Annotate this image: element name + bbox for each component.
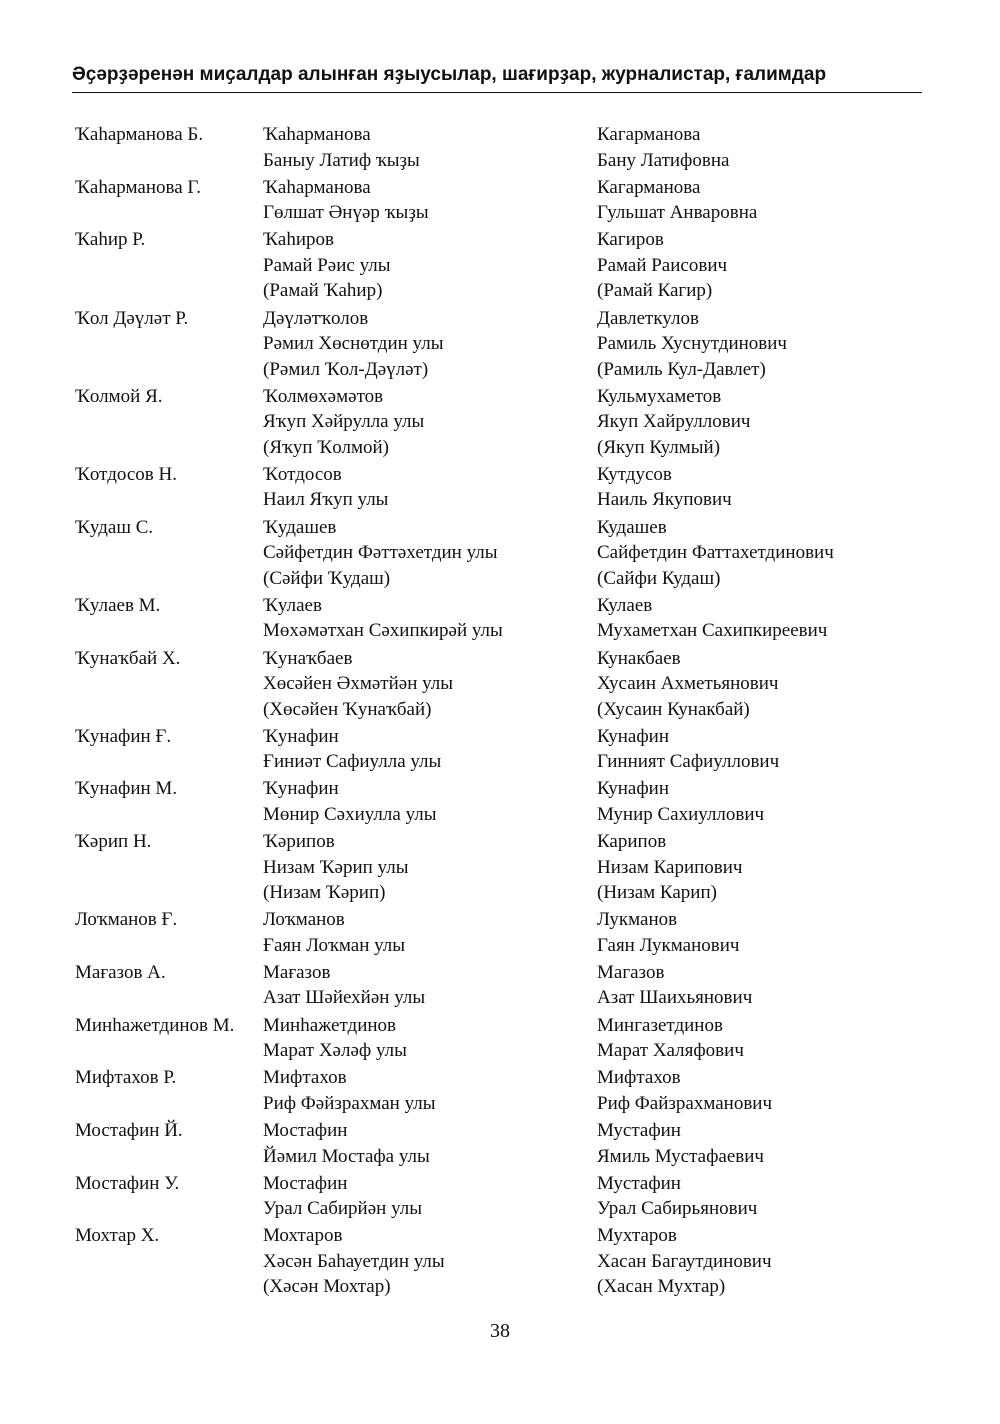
russian-name-line: Кунафин	[597, 778, 669, 800]
author-entry	[75, 1171, 925, 1222]
header-divider	[72, 92, 922, 93]
bashkir-name-line: (Низам Ҡәрип)	[263, 882, 386, 904]
russian-name-line: Ямиль Мустафаевич	[597, 1145, 764, 1167]
author-entry	[75, 1013, 925, 1064]
author-entry	[75, 907, 925, 958]
author-bashkir-full-name	[263, 646, 597, 723]
russian-name-line: (Рамиль Кул-Давлет)	[597, 358, 766, 380]
author-bashkir-full-name	[263, 960, 597, 1011]
bashkir-name-line: Ғаян Лоҡман улы	[263, 934, 406, 956]
author-entry	[75, 227, 925, 304]
russian-name-line: Наиль Якупович	[597, 489, 732, 511]
author-short-name: Ҡотдосов Н.	[75, 463, 177, 485]
russian-name-line: Бану Латифовна	[597, 149, 730, 171]
bashkir-name-line: (Рәмил Ҡол-Дәүләт)	[263, 358, 429, 380]
russian-name-line: Рамай Раисович	[597, 254, 728, 276]
author-short-name: Ҡудаш С.	[75, 516, 154, 538]
page-number: 38	[490, 1320, 510, 1342]
bashkir-name-line: Ҡунаҡбаев	[263, 647, 353, 669]
author-short-name: Ҡаһир Р.	[75, 229, 146, 251]
author-short-name: Ҡунаҡбай Х.	[75, 647, 181, 669]
russian-name-line: Мифтахов	[597, 1067, 681, 1089]
bashkir-name-line: Рамай Рәис улы	[263, 254, 391, 276]
russian-name-line: Лукманов	[597, 909, 678, 931]
russian-name-line: Хусаин Ахметьянович	[597, 673, 779, 694]
bashkir-name-line: Дәүләтҡолов	[263, 307, 369, 329]
author-entry	[75, 515, 925, 592]
bashkir-name-line: Мостафин	[263, 1120, 348, 1141]
author-short-name: Ҡол Дәүләт Р.	[75, 307, 189, 329]
russian-name-line: Кагиров	[597, 229, 664, 251]
author-russian-full-name	[597, 462, 925, 513]
russian-name-line: Магазов	[597, 961, 665, 983]
russian-name-line: Гаян Лукманович	[597, 934, 740, 956]
author-russian-full-name	[597, 1171, 925, 1222]
author-short-name: Лоҡманов Ғ.	[75, 909, 178, 931]
russian-name-line: (Рамай Кагир)	[597, 280, 713, 302]
russian-name-line: Хасан Багаутдинович	[597, 1250, 772, 1272]
russian-name-line: (Низам Карип)	[597, 882, 717, 904]
bashkir-name-line: Хөсәйен Әхмәтйән улы	[263, 673, 454, 694]
bashkir-name-line: Ҡунафин	[263, 725, 339, 747]
russian-name-line: Кагарманова	[597, 124, 701, 145]
russian-name-line: Кульмухаметов	[597, 385, 722, 407]
bashkir-name-line: Урал Сабирйән улы	[263, 1198, 422, 1220]
russian-name-line: (Хасан Мухтар)	[597, 1276, 726, 1298]
russian-name-line: Кагарманова	[597, 176, 701, 198]
bashkir-name-line: Низам Ҡәрип улы	[263, 856, 409, 878]
bashkir-name-line: Йәмил Мостафа улы	[263, 1145, 430, 1167]
bashkir-name-line: Мөнир Сәхиулла улы	[263, 803, 437, 825]
author-entry	[75, 1065, 925, 1116]
author-short-name: Мифтахов Р.	[75, 1067, 177, 1089]
author-entry	[75, 122, 925, 173]
russian-name-line: Кунафин	[597, 725, 669, 747]
bashkir-name-line: Наил Яҡуп улы	[263, 489, 389, 511]
russian-name-line: Давлеткулов	[597, 307, 699, 329]
bashkir-name-line: Мохтаров	[263, 1225, 343, 1247]
author-short-name: Ҡаһарманова Б.	[75, 124, 204, 145]
author-entry	[75, 776, 925, 827]
bashkir-name-line: Хәсән Баһауетдин улы	[263, 1250, 445, 1272]
bashkir-name-line: Минһажетдинов	[263, 1014, 396, 1036]
author-russian-full-name	[597, 515, 925, 592]
author-bashkir-full-name	[263, 1118, 597, 1169]
russian-name-line: Азат Шаихьянович	[597, 987, 753, 1009]
author-bashkir-full-name	[263, 462, 597, 513]
author-short-name: Мостафин У.	[75, 1172, 180, 1194]
author-russian-full-name	[597, 646, 925, 723]
author-russian-full-name	[597, 1223, 925, 1300]
author-russian-full-name	[597, 829, 925, 906]
russian-name-line: Риф Файзрахманович	[597, 1092, 773, 1114]
author-russian-full-name	[597, 593, 925, 644]
author-russian-full-name	[597, 960, 925, 1011]
author-entry	[75, 646, 925, 723]
author-short-name: Ҡәрип Н.	[75, 831, 152, 853]
bashkir-name-line: Лоҡманов	[263, 909, 345, 931]
author-bashkir-full-name	[263, 175, 597, 226]
author-entry	[75, 1118, 925, 1169]
russian-name-line: Гинният Сафиуллович	[597, 751, 780, 773]
author-short-name: Ҡунафин Ғ.	[75, 725, 172, 747]
russian-name-line: Кунакбаев	[597, 647, 681, 669]
bashkir-name-line: (Хәсән Мохтар)	[263, 1276, 391, 1298]
russian-name-line: Мингазетдинов	[597, 1014, 723, 1036]
russian-name-line: Мухтаров	[597, 1225, 677, 1247]
author-short-name: Мағазов А.	[75, 961, 166, 983]
author-bashkir-full-name	[263, 1171, 597, 1222]
bashkir-name-line: Сәйфетдин Фәттәхетдин улы	[263, 542, 498, 564]
author-bashkir-full-name	[263, 306, 597, 383]
author-russian-full-name	[597, 175, 925, 226]
author-russian-full-name	[597, 227, 925, 304]
author-bashkir-full-name	[263, 384, 597, 461]
bashkir-name-line: Мостафин	[263, 1172, 348, 1194]
russian-name-line: (Сайфи Кудаш)	[597, 567, 721, 589]
author-russian-full-name	[597, 1118, 925, 1169]
author-bashkir-full-name	[263, 724, 597, 775]
russian-name-line: Гульшат Анваровна	[597, 202, 758, 224]
author-entry	[75, 306, 925, 383]
russian-name-line: Кудашев	[597, 516, 667, 538]
russian-name-line: Кутдусов	[597, 463, 672, 485]
russian-name-line: Марат Халяфович	[597, 1040, 744, 1062]
author-russian-full-name	[597, 776, 925, 827]
author-entry	[75, 829, 925, 906]
author-bashkir-full-name	[263, 122, 597, 173]
bashkir-name-line: Мағазов	[263, 961, 331, 983]
bashkir-name-line: Мифтахов	[263, 1067, 347, 1089]
russian-name-line: Якуп Хайруллович	[597, 411, 751, 433]
author-short-name: Ҡолмой Я.	[75, 385, 163, 407]
author-entry	[75, 960, 925, 1011]
author-bashkir-full-name	[263, 227, 597, 304]
author-short-name: Мохтар Х.	[75, 1225, 160, 1247]
russian-name-line: Мустафин	[597, 1172, 681, 1194]
author-bashkir-full-name	[263, 593, 597, 644]
bashkir-name-line: Гөлшат Әнүәр ҡыҙы	[263, 202, 429, 224]
bashkir-name-line: Ҡолмөхәмәтов	[263, 385, 384, 407]
author-entry	[75, 724, 925, 775]
bashkir-name-line: (Сәйфи Ҡудаш)	[263, 567, 391, 589]
bashkir-name-line: Марат Хәләф улы	[263, 1040, 407, 1062]
author-russian-full-name	[597, 1013, 925, 1064]
russian-name-line: Мухаметхан Сахипкиреевич	[597, 620, 828, 642]
author-short-name: Ҡулаев М.	[75, 594, 161, 616]
author-entry	[75, 175, 925, 226]
author-entry	[75, 462, 925, 513]
author-bashkir-full-name	[263, 1065, 597, 1116]
russian-name-line: Сайфетдин Фаттахетдинович	[597, 542, 834, 564]
bashkir-name-line: (Рамай Ҡаһир)	[263, 280, 383, 302]
author-bashkir-full-name	[263, 1223, 597, 1300]
bashkir-name-line: Ҡунафин	[263, 778, 339, 800]
bashkir-name-line: Ҡәрипов	[263, 831, 335, 853]
bashkir-name-line: Яҡуп Хәйрулла улы	[263, 411, 425, 433]
russian-name-line: (Якуп Кулмый)	[597, 436, 721, 458]
author-short-name: Мостафин Й.	[75, 1120, 183, 1141]
bashkir-name-line: Ҡаһарманова	[263, 124, 371, 145]
bashkir-name-line: Рәмил Хөснөтдин улы	[263, 333, 444, 355]
bashkir-name-line: Риф Фәйзрахман улы	[263, 1092, 436, 1114]
author-list	[75, 122, 925, 1302]
russian-name-line: Мунир Сахиуллович	[597, 803, 765, 825]
author-bashkir-full-name	[263, 1013, 597, 1064]
bashkir-name-line: Азат Шәйехйән улы	[263, 987, 426, 1009]
bashkir-name-line: Ҡудашев	[263, 516, 337, 538]
russian-name-line: Низам Карипович	[597, 856, 743, 878]
author-bashkir-full-name	[263, 829, 597, 906]
bashkir-name-line: (Яҡуп Ҡолмой)	[263, 436, 389, 458]
author-short-name: Ҡунафин М.	[75, 778, 178, 800]
author-bashkir-full-name	[263, 515, 597, 592]
bashkir-name-line: (Хөсәйен Ҡунаҡбай)	[263, 698, 432, 720]
author-entry	[75, 1223, 925, 1300]
author-entry	[75, 593, 925, 644]
author-bashkir-full-name	[263, 776, 597, 827]
bashkir-name-line: Ҡотдосов	[263, 463, 342, 485]
author-short-name: Минһажетдинов М.	[75, 1014, 235, 1036]
bashkir-name-line: Мөхәмәтхан Сәхипкирәй улы	[263, 620, 503, 642]
author-short-name: Ҡаһарманова Г.	[75, 176, 201, 198]
author-bashkir-full-name	[263, 907, 597, 958]
russian-name-line: Мустафин	[597, 1120, 681, 1141]
bashkir-name-line: Ҡулаев	[263, 594, 322, 616]
bashkir-name-line: Ҡаһиров	[263, 229, 334, 251]
bashkir-name-line: Ғиниәт Сафиулла улы	[263, 751, 442, 773]
author-russian-full-name	[597, 1065, 925, 1116]
author-russian-full-name	[597, 384, 925, 461]
author-russian-full-name	[597, 122, 925, 173]
bashkir-name-line: Ҡаһарманова	[263, 176, 371, 198]
russian-name-line: Карипов	[597, 831, 667, 853]
bashkir-name-line: Баныу Латиф ҡыҙы	[263, 149, 420, 171]
russian-name-line: Урал Сабирьянович	[597, 1198, 758, 1220]
page-header-title: Әҫәрҙәренән миҫалдар алынған яҙыусылар, шағирҙар, журналистар, ғалимдар	[72, 64, 827, 85]
russian-name-line: (Хусаин Кунакбай)	[597, 698, 750, 720]
author-entry	[75, 384, 925, 461]
author-russian-full-name	[597, 724, 925, 775]
author-russian-full-name	[597, 306, 925, 383]
author-russian-full-name	[597, 907, 925, 958]
russian-name-line: Кулаев	[597, 594, 653, 616]
russian-name-line: Рамиль Хуснутдинович	[597, 333, 787, 355]
